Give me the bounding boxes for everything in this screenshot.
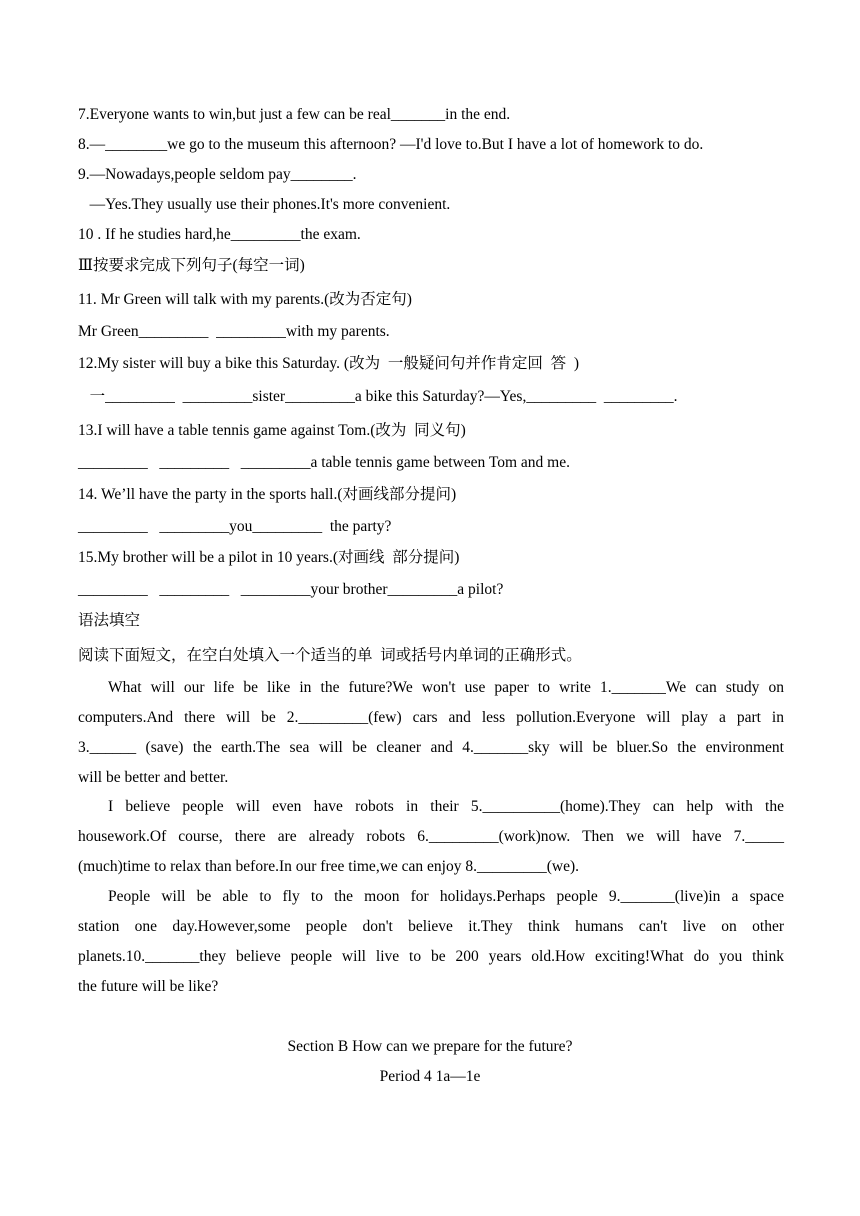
question-9-answer: —Yes.They usually use their phones.It's more convenient. [78, 196, 451, 213]
paragraph-1-line: 3.______ (save) the earth.The sea will be cleaner and 4._______sky will be bluer.So the environment [78, 739, 784, 756]
question-13: 13.I will have a table tennis game against Tom.(改为 同义句) [78, 422, 466, 439]
grammar-paragraph-1 [78, 673, 784, 793]
period-label: Period 4 1a—1e [379, 1068, 481, 1085]
section3-heading: Ⅲ按要求完成下列句子(每空一词) [78, 257, 305, 274]
paragraph-2-line: I believe people will even have robots in their 5.__________(home).They can help with the [108, 798, 784, 815]
question-15-blank: _________ _________ _________your brother_________a pilot? [78, 581, 504, 598]
paragraph-3-line: People will be able to fly to the moon for holidays.Perhaps people 9._______(live)in a space [108, 888, 784, 905]
question-12-blank: 一_________ _________sister_________a bike this Saturday?—Yes,_________ _________. [78, 388, 678, 405]
grammar-heading: 语法填空 [78, 612, 141, 629]
question-14: 14. We’ll have the party in the sports hall.(对画线部分提问) [78, 486, 457, 503]
question-13-blank: _________ _________ _________a table tennis game between Tom and me. [78, 454, 570, 471]
grammar-paragraph-3 [78, 882, 784, 1002]
question-11-blank: Mr Green_________ _________with my parents. [78, 323, 390, 340]
grammar-paragraph-2 [78, 792, 784, 882]
question-10: 10 . If he studies hard,he_________the exam. [78, 226, 361, 243]
question-14-blank: _________ _________you_________ the party? [78, 518, 392, 535]
question-8: 8.—________we go to the museum this afternoon? —I'd love to.But I have a lot of homework to do. [78, 136, 704, 153]
paragraph-2-line: (much)time to relax than before.In our free time,we can enjoy 8._________(we). [78, 858, 579, 875]
question-15: 15.My brother will be a pilot in 10 years.(对画线 部分提问) [78, 549, 460, 566]
question-12: 12.My sister will buy a bike this Saturday. (改为 一般疑问句并作肯定回 答 ) [78, 355, 579, 372]
paragraph-1-line: computers.And there will be 2._________(few) cars and less pollution.Everyone will play a part in [78, 709, 784, 726]
question-7: 7.Everyone wants to win,but just a few can be real_______in the end. [78, 106, 511, 123]
paragraph-1-line: will be better and better. [78, 769, 229, 786]
paragraph-2-line: housework.Of course, there are already robots 6._________(work)now. Then we will have 7._____ [78, 828, 784, 845]
question-11: 11. Mr Green will talk with my parents.(改为否定句) [78, 291, 412, 308]
paragraph-3-line: station one day.However,some people don't believe it.They think humans can't live on other [78, 918, 784, 935]
paragraph-1-line: What will our life be like in the future?We won't use paper to write 1._______We can study on [108, 679, 784, 696]
paragraph-3-line: the future will be like? [78, 978, 219, 995]
paragraph-3-line: planets.10._______they believe people will live to be 200 years old.How exciting!What do you think [78, 948, 784, 965]
grammar-instruction: 阅读下面短文，在空白处填入一个适当的单 词或括号内单词的正确形式。 [78, 647, 582, 664]
section-title: Section B How can we prepare for the future? [287, 1038, 573, 1055]
question-9: 9.—Nowadays,people seldom pay________. [78, 166, 357, 183]
